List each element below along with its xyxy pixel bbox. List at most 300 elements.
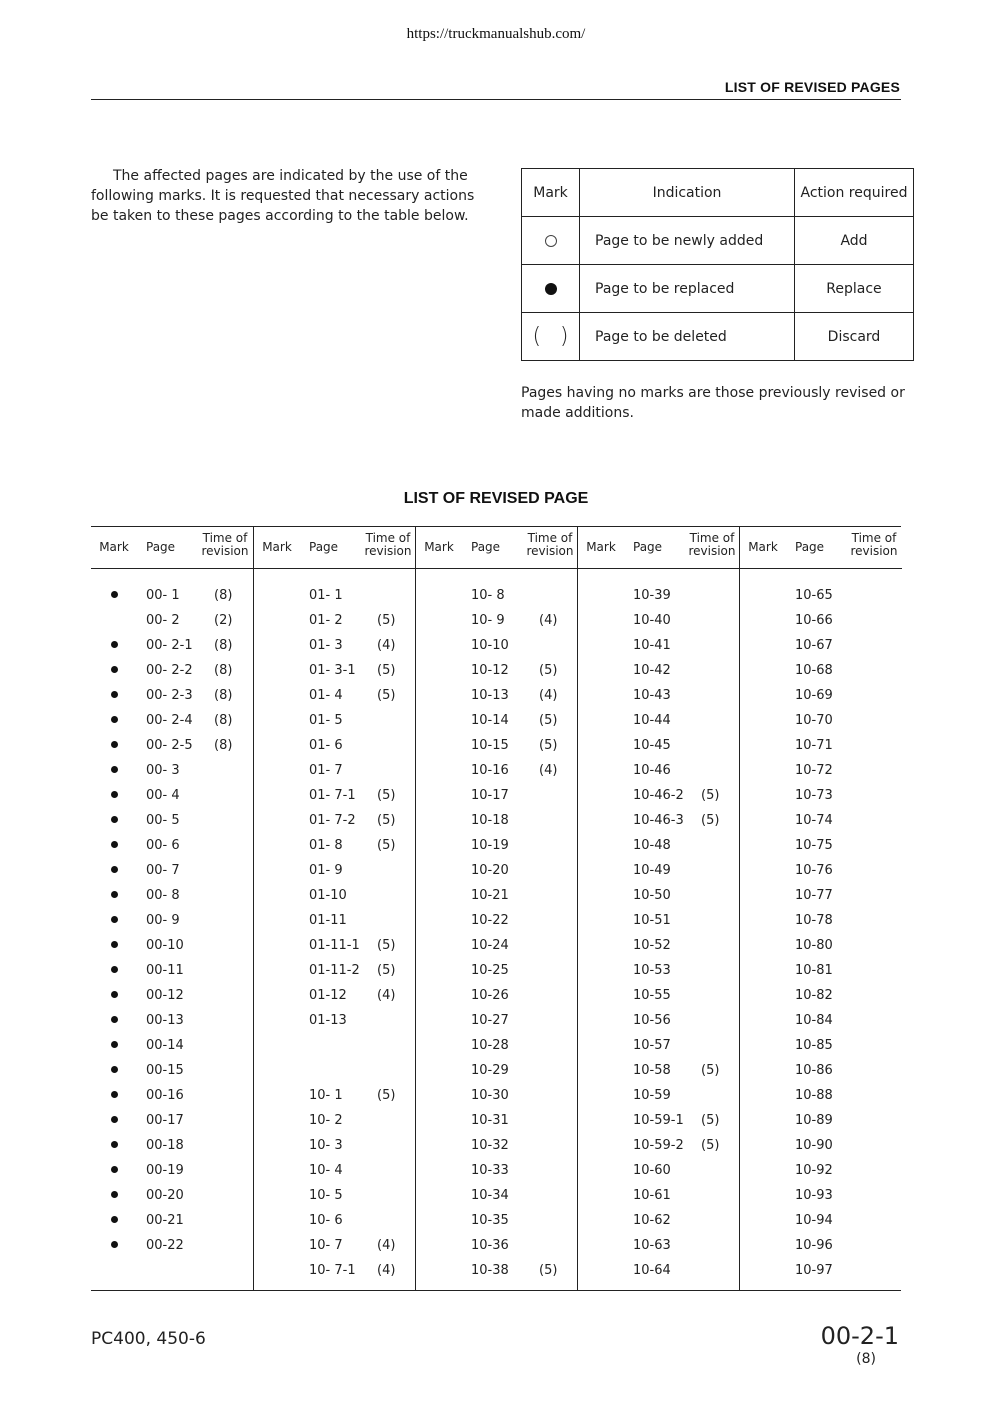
revision-time: (5): [701, 813, 720, 828]
revision-row: [254, 958, 416, 983]
note-text: Pages having no marks are those previously revised or made additions.: [521, 385, 905, 421]
revision-row: [254, 683, 416, 708]
column-header-mark: Mark: [99, 540, 129, 554]
revision-time: (5): [701, 788, 720, 803]
revision-time: (4): [539, 688, 558, 703]
page-number: 00-12: [146, 988, 184, 1003]
page-number: 01-12: [309, 988, 347, 1003]
page-number: 10-46-2: [633, 788, 684, 803]
page-number: 10-71: [795, 738, 833, 753]
page-number: 10-50: [633, 888, 671, 903]
page-number: 10-56: [633, 1013, 671, 1028]
legend-indication: Page to be replaced: [580, 265, 795, 313]
page-number: 10-58: [633, 1063, 671, 1078]
page-number: 00- 5: [146, 813, 180, 828]
revision-row: [91, 733, 253, 758]
page-number: 10-82: [795, 988, 833, 1003]
revision-row: [254, 583, 416, 608]
footer-revision: (8): [856, 1351, 876, 1367]
footer-page-number: 00-2-1: [820, 1322, 899, 1350]
revision-row: [578, 1183, 740, 1208]
legend-action: Replace: [795, 265, 914, 313]
revision-row: [740, 1108, 902, 1133]
page-number: 10- 5: [309, 1188, 343, 1203]
revision-row: [740, 1033, 902, 1058]
page-number: 10- 2: [309, 1113, 343, 1128]
revision-group-header: [254, 527, 416, 569]
page-number: 10-90: [795, 1138, 833, 1153]
revision-row: [254, 808, 416, 833]
revision-row: [578, 1058, 740, 1083]
legend-header-action: Action required: [795, 169, 914, 217]
revision-row: [578, 783, 740, 808]
page-number: 10-97: [795, 1263, 833, 1278]
page-number: 10-31: [471, 1113, 509, 1128]
page-number: 10-61: [633, 1188, 671, 1203]
revision-row: [416, 658, 578, 683]
revision-group: [415, 527, 578, 1290]
revision-time: (8): [214, 713, 233, 728]
revision-row: [740, 608, 902, 633]
page-number: 10-49: [633, 863, 671, 878]
revision-row: [416, 1183, 578, 1208]
page-number: 00-18: [146, 1138, 184, 1153]
page-number: 00- 2-5: [146, 738, 193, 753]
revision-group-header: [91, 527, 253, 569]
page-number: 00-19: [146, 1163, 184, 1178]
header-rule: [91, 99, 901, 100]
legend-action: Add: [795, 217, 914, 265]
revision-row: [416, 958, 578, 983]
revision-row: [91, 1008, 253, 1033]
revision-row: [254, 983, 416, 1008]
revision-time: (5): [377, 788, 396, 803]
revision-time: (5): [377, 963, 396, 978]
page-number: 01- 4: [309, 688, 343, 703]
replaced-mark-icon: [108, 983, 120, 1008]
revision-row: [254, 1258, 416, 1283]
legend-header-indication: Indication: [580, 169, 795, 217]
revision-time: (8): [214, 663, 233, 678]
revision-row: [91, 1233, 253, 1258]
revision-row: [254, 1033, 416, 1058]
revision-row: [91, 683, 253, 708]
revision-row: [578, 983, 740, 1008]
page-number: 00- 3: [146, 763, 180, 778]
page-number: 10-73: [795, 788, 833, 803]
column-header-mark: Mark: [748, 540, 778, 554]
replaced-mark-icon: [108, 833, 120, 858]
column-header-page: Page: [633, 540, 663, 554]
revision-time: (2): [214, 613, 233, 628]
page-number: 00- 2: [146, 613, 180, 628]
replaced-mark-icon: [108, 1158, 120, 1183]
page-number: 10-88: [795, 1088, 833, 1103]
page-number: 10-19: [471, 838, 509, 853]
page-number: 10-76: [795, 863, 833, 878]
revision-time: (5): [539, 1263, 558, 1278]
column-header-time: Time of revision: [364, 531, 412, 558]
list-title: LIST OF REVISED PAGE: [403, 490, 589, 507]
revision-row: [416, 708, 578, 733]
page-number: 00- 9: [146, 913, 180, 928]
revision-row: [254, 608, 416, 633]
page-number: 10-55: [633, 988, 671, 1003]
revision-row: [578, 658, 740, 683]
revision-row: [578, 1233, 740, 1258]
page-number: 10-85: [795, 1038, 833, 1053]
page-number: 10-45: [633, 738, 671, 753]
intro-text: The affected pages are indicated by the use of the following marks. It is requested that necessary actions be taken to these pages according to the table below.: [91, 168, 475, 224]
revision-time: (4): [377, 1238, 396, 1253]
revision-row: [740, 733, 902, 758]
legend-table: [521, 168, 914, 361]
page-number: 10- 9: [471, 613, 505, 628]
replaced-mark-icon: [108, 958, 120, 983]
page-number: 10-14: [471, 713, 509, 728]
revision-row: [416, 808, 578, 833]
column-header-mark: Mark: [262, 540, 292, 554]
page-number: 10- 3: [309, 1138, 343, 1153]
revision-row: [578, 933, 740, 958]
revision-row: [740, 633, 902, 658]
revision-time: (5): [377, 613, 396, 628]
page-number: 10-74: [795, 813, 833, 828]
legend-row-add: [522, 217, 914, 265]
revision-row: [578, 1158, 740, 1183]
page-number: 00-14: [146, 1038, 184, 1053]
page-number: 01- 3-1: [309, 663, 356, 678]
revision-row: [91, 1208, 253, 1233]
page-number: 10- 4: [309, 1163, 343, 1178]
page-number: 01- 7: [309, 763, 343, 778]
column-header-time: Time of revision: [201, 531, 249, 558]
revision-row: [740, 658, 902, 683]
legend-indication: Page to be newly added: [580, 217, 795, 265]
page-number: 01-11-2: [309, 963, 360, 978]
revision-row: [740, 783, 902, 808]
revision-row: [740, 1183, 902, 1208]
page-number: 10- 1: [309, 1088, 343, 1103]
revision-row: [91, 1108, 253, 1133]
revision-row: [578, 683, 740, 708]
page-number: 10-64: [633, 1263, 671, 1278]
revision-row: [740, 683, 902, 708]
page-number: 00- 4: [146, 788, 180, 803]
revision-row: [91, 1083, 253, 1108]
revision-row: [578, 808, 740, 833]
intro-paragraph: [91, 166, 486, 226]
replaced-mark-icon: [108, 708, 120, 733]
page-number: 00- 2-1: [146, 638, 193, 653]
revision-time: (4): [539, 763, 558, 778]
revision-row: [578, 1033, 740, 1058]
replaced-mark-icon: [108, 1083, 120, 1108]
revision-time: (5): [377, 663, 396, 678]
page-number: 10-27: [471, 1013, 509, 1028]
revision-row: [416, 683, 578, 708]
page-number: 10-33: [471, 1163, 509, 1178]
page-number: 10-68: [795, 663, 833, 678]
revision-row: [578, 883, 740, 908]
page-number: 10-41: [633, 638, 671, 653]
page-number: 10-59-1: [633, 1113, 684, 1128]
replaced-mark-icon: [108, 758, 120, 783]
page-number: 01- 1: [309, 588, 343, 603]
page-number: 10-24: [471, 938, 509, 953]
page-number: 10-89: [795, 1113, 833, 1128]
revision-row: [416, 1083, 578, 1108]
replaced-mark-icon: [108, 933, 120, 958]
page-number: 10-20: [471, 863, 509, 878]
revision-row: [416, 1233, 578, 1258]
page-number: 01-10: [309, 888, 347, 903]
page-number: 01- 5: [309, 713, 343, 728]
revision-row: [416, 1133, 578, 1158]
replaced-mark-icon: [108, 1033, 120, 1058]
page-number: 00-22: [146, 1238, 184, 1253]
revision-group-header: [740, 527, 902, 569]
revision-row: [254, 1008, 416, 1033]
revision-row: [254, 1083, 416, 1108]
revision-row: [254, 733, 416, 758]
revision-row: [578, 858, 740, 883]
page-number: 10-59: [633, 1088, 671, 1103]
page-number: 10-30: [471, 1088, 509, 1103]
revision-row: [740, 708, 902, 733]
revision-row: [416, 1058, 578, 1083]
revision-row: [91, 833, 253, 858]
revision-row: [254, 1158, 416, 1183]
revision-row: [91, 658, 253, 683]
replaced-mark-icon: [108, 733, 120, 758]
revision-row: [578, 733, 740, 758]
page-number: 10-10: [471, 638, 509, 653]
revision-row: [254, 633, 416, 658]
page-number: 10-57: [633, 1038, 671, 1053]
revision-row: [578, 1008, 740, 1033]
page-number: 10-67: [795, 638, 833, 653]
revision-group: [739, 527, 902, 1290]
revision-row: [740, 1133, 902, 1158]
page-number: 10-34: [471, 1188, 509, 1203]
revision-row: [91, 633, 253, 658]
revision-group-header: [578, 527, 740, 569]
legend-row-discard: [522, 313, 914, 361]
revision-row: [91, 858, 253, 883]
page-number: 10-84: [795, 1013, 833, 1028]
replaced-mark-icon: [108, 658, 120, 683]
page-number: 10-80: [795, 938, 833, 953]
page-number: 10-35: [471, 1213, 509, 1228]
page-number: 00-17: [146, 1113, 184, 1128]
page-number: 00-16: [146, 1088, 184, 1103]
page-number: 10-44: [633, 713, 671, 728]
revision-row: [254, 758, 416, 783]
revision-row: [416, 883, 578, 908]
page-number: 10- 7: [309, 1238, 343, 1253]
page-number: 00- 2-3: [146, 688, 193, 703]
column-header-page: Page: [146, 540, 176, 554]
page-number: 10- 7-1: [309, 1263, 356, 1278]
revision-time: (5): [701, 1113, 720, 1128]
page-number: 10-40: [633, 613, 671, 628]
replaced-mark-icon: [108, 1208, 120, 1233]
page-number: 10-66: [795, 613, 833, 628]
page-number: 00- 8: [146, 888, 180, 903]
revision-row: [91, 608, 253, 633]
page-number: 01- 2: [309, 613, 343, 628]
page-number: 10-21: [471, 888, 509, 903]
source-url[interactable]: https://truckmanualshub.com/: [406, 26, 586, 42]
revision-row: [578, 758, 740, 783]
page-number: 01-11-1: [309, 938, 360, 953]
column-header-page: Page: [309, 540, 339, 554]
column-header-page: Page: [471, 540, 501, 554]
revision-row: [740, 883, 902, 908]
revision-row: [740, 858, 902, 883]
page-number: 00- 2-2: [146, 663, 193, 678]
revision-row: [91, 1183, 253, 1208]
page-number: 10-53: [633, 963, 671, 978]
page-number: 10-22: [471, 913, 509, 928]
revision-row: [91, 1058, 253, 1083]
page-number: 10-29: [471, 1063, 509, 1078]
revision-row: [740, 1233, 902, 1258]
revision-row: [740, 1083, 902, 1108]
column-header-time: Time of revision: [850, 531, 898, 558]
page-number: 10-39: [633, 588, 671, 603]
page-number: 01- 8: [309, 838, 343, 853]
column-header-time: Time of revision: [526, 531, 574, 558]
page-number: 01- 9: [309, 863, 343, 878]
page-number: 10-46-3: [633, 813, 684, 828]
revision-row: [254, 833, 416, 858]
page-number: 10-28: [471, 1038, 509, 1053]
revision-row: [578, 908, 740, 933]
revision-row: [91, 883, 253, 908]
page-number: 10-18: [471, 813, 509, 828]
page-number: 01-13: [309, 1013, 347, 1028]
revision-row: [578, 708, 740, 733]
revision-group: [253, 527, 416, 1290]
revision-row: [254, 708, 416, 733]
revision-row: [578, 1083, 740, 1108]
revision-row: [416, 733, 578, 758]
revision-group: [91, 527, 253, 1290]
revision-row: [416, 1258, 578, 1283]
revision-row: [740, 958, 902, 983]
revision-row: [416, 1033, 578, 1058]
revision-row: [254, 858, 416, 883]
column-header-page: Page: [795, 540, 825, 554]
replaced-mark-icon: [108, 683, 120, 708]
page-number: 00- 6: [146, 838, 180, 853]
revision-row: [254, 1183, 416, 1208]
revision-row: [416, 908, 578, 933]
page-number: 10- 6: [309, 1213, 343, 1228]
page-number: 10-16: [471, 763, 509, 778]
revision-row: [254, 1133, 416, 1158]
revision-row: [91, 1158, 253, 1183]
revision-row: [578, 833, 740, 858]
revision-row: [578, 1208, 740, 1233]
revision-row: [91, 1258, 253, 1283]
legend-header-mark: Mark: [522, 169, 580, 217]
revision-row: [416, 933, 578, 958]
page-number: 10-86: [795, 1063, 833, 1078]
revision-row: [91, 908, 253, 933]
revision-row: [578, 583, 740, 608]
page-number: 10-77: [795, 888, 833, 903]
revision-row: [740, 1158, 902, 1183]
page-number: 10-62: [633, 1213, 671, 1228]
revision-group: [577, 527, 740, 1290]
revision-row: [740, 1208, 902, 1233]
page-number: 10-92: [795, 1163, 833, 1178]
revision-row: [91, 1033, 253, 1058]
page-number: 10-78: [795, 913, 833, 928]
revision-row: [91, 708, 253, 733]
revision-row: [254, 933, 416, 958]
revision-row: [91, 808, 253, 833]
revision-row: [416, 1008, 578, 1033]
page-number: 10-59-2: [633, 1138, 684, 1153]
revision-row: [91, 983, 253, 1008]
revision-row: [740, 833, 902, 858]
page-number: 10-43: [633, 688, 671, 703]
page-number: 10- 8: [471, 588, 505, 603]
revision-row: [254, 658, 416, 683]
page-number: 10-63: [633, 1238, 671, 1253]
revision-time: (4): [377, 988, 396, 1003]
revision-row: [254, 1058, 416, 1083]
revision-row: [416, 858, 578, 883]
revision-time: (5): [539, 663, 558, 678]
legend-action: Discard: [795, 313, 914, 361]
replaced-mark-icon: [108, 1133, 120, 1158]
revision-time: (8): [214, 738, 233, 753]
page-number: 10-81: [795, 963, 833, 978]
revision-row: [91, 783, 253, 808]
revision-row: [740, 758, 902, 783]
revision-time: (5): [701, 1063, 720, 1078]
revision-row: [740, 583, 902, 608]
revision-row: [578, 1133, 740, 1158]
revision-time: (5): [539, 713, 558, 728]
page-number: 10-32: [471, 1138, 509, 1153]
revision-row: [416, 758, 578, 783]
replaced-mark-icon: [108, 908, 120, 933]
header-title: LIST OF REVISED PAGES: [724, 79, 900, 95]
page-number: 00- 7: [146, 863, 180, 878]
revision-list: [91, 526, 901, 1291]
revision-time: (5): [377, 838, 396, 853]
page-number: 10-17: [471, 788, 509, 803]
replaced-mark-icon: [108, 1008, 120, 1033]
revision-time: (4): [377, 1263, 396, 1278]
replaced-mark-icon: [108, 883, 120, 908]
revision-row: [416, 983, 578, 1008]
page-number: 10-48: [633, 838, 671, 853]
filled-circle-icon: [545, 283, 557, 295]
footer-model: PC400, 450-6: [91, 1329, 206, 1349]
revision-row: [578, 958, 740, 983]
page-number: 10-12: [471, 663, 509, 678]
page-number: 00-15: [146, 1063, 184, 1078]
column-header-mark: Mark: [424, 540, 454, 554]
page-number: 01- 7-1: [309, 788, 356, 803]
